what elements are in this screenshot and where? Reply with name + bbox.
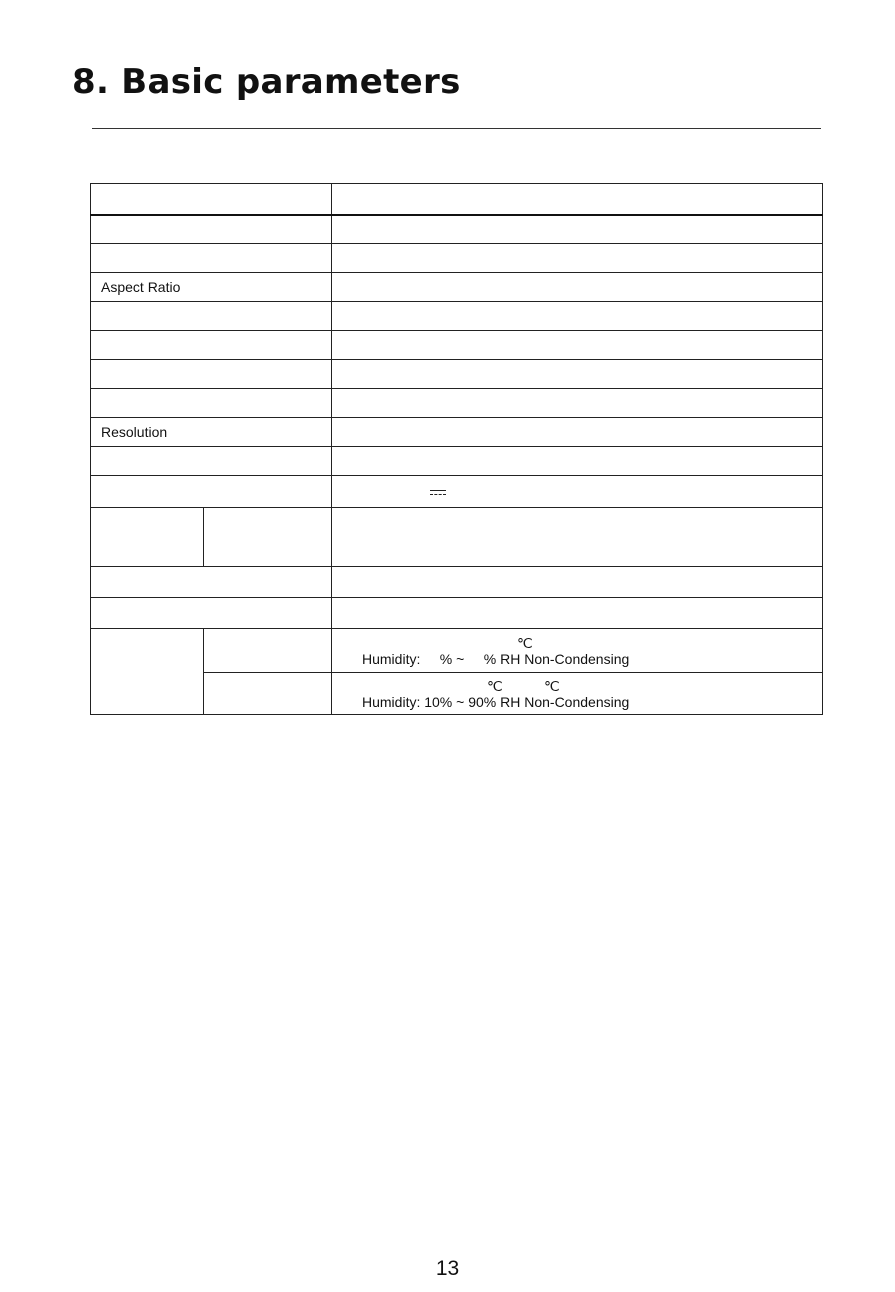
operating-conditions-cell (332, 629, 823, 673)
page-title: 8. Basic parameters (72, 62, 461, 102)
table-row (91, 508, 823, 567)
degree-symbol: ℃ (544, 677, 560, 694)
parameters-table (90, 183, 823, 715)
table-row (91, 418, 823, 447)
table-cell (91, 447, 332, 476)
storage-label-cell (204, 673, 332, 715)
table-cell (91, 598, 332, 629)
table-cell (204, 508, 332, 567)
table-cell (332, 598, 823, 629)
table-cell (332, 508, 823, 567)
table-row (91, 331, 823, 360)
table-cell (332, 273, 823, 302)
operating-label-cell (204, 629, 332, 673)
table-cell (91, 476, 332, 508)
table-row (91, 273, 823, 302)
table-cell (91, 389, 332, 418)
table-cell (332, 244, 823, 273)
table-cell (332, 418, 823, 447)
table-cell (91, 302, 332, 331)
operating-temperature-line (342, 635, 812, 651)
storage-humidity: Humidity: 10% ~ 90% RH Non-Condensing (362, 693, 630, 710)
degree-symbol: ℃ (487, 677, 503, 694)
operating-humidity: Humidity: % ~ % RH Non-Condensing (362, 650, 630, 667)
table-header-row (91, 184, 823, 215)
table-row (91, 215, 823, 244)
table-cell (91, 360, 332, 389)
table-cell (91, 331, 332, 360)
aspect-ratio-label: Aspect Ratio (91, 273, 332, 302)
table-cell (332, 447, 823, 476)
storage-conditions-cell (332, 673, 823, 715)
table-cell (91, 244, 332, 273)
table-cell (332, 360, 823, 389)
table-cell (91, 508, 204, 567)
table-cell (332, 184, 823, 215)
table-row (91, 389, 823, 418)
table-row (91, 629, 823, 673)
table-row (91, 360, 823, 389)
table-row (91, 244, 823, 273)
table-cell (332, 302, 823, 331)
table-row (91, 447, 823, 476)
table-row (91, 302, 823, 331)
table-cell (91, 567, 332, 598)
storage-temperature-line (342, 678, 812, 694)
environment-group-cell (91, 629, 204, 715)
table-row (91, 598, 823, 629)
table-row (91, 476, 823, 508)
table-cell (332, 389, 823, 418)
resolution-label: Resolution (91, 418, 332, 447)
table-cell (332, 567, 823, 598)
table-cell (332, 215, 823, 244)
table-row (91, 567, 823, 598)
degree-symbol: ℃ (517, 634, 533, 651)
table-cell (91, 215, 332, 244)
table-cell (91, 184, 332, 215)
dc-power-icon (430, 489, 446, 497)
table-cell (332, 331, 823, 360)
page-number: 13 (435, 1257, 460, 1280)
power-value-cell (332, 476, 823, 508)
title-divider (92, 128, 821, 129)
